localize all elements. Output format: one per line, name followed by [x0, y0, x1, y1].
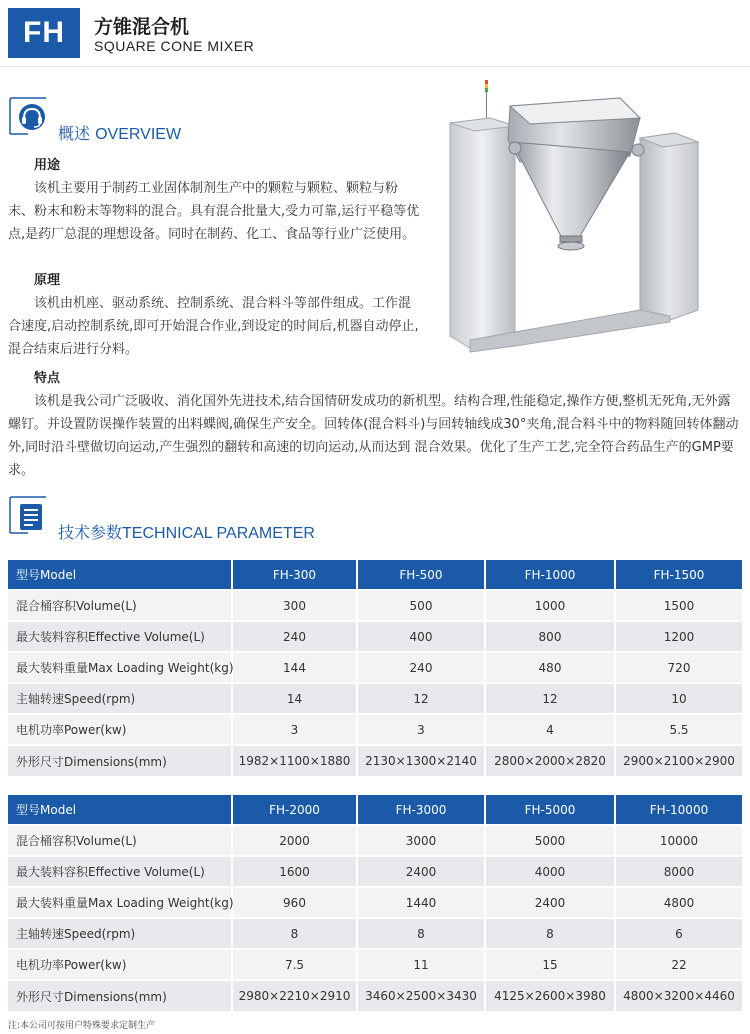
table-row	[8, 949, 742, 980]
spec-table-2	[8, 795, 742, 1011]
model-badge: FH	[8, 8, 80, 58]
table-cell: 10	[615, 683, 742, 714]
param-label: 最大装料重量Max Loading Weight(kg)	[8, 652, 232, 683]
header-cell: FH-2000	[232, 795, 357, 825]
table-cell: 2400	[357, 856, 485, 887]
usage-text: 该机主要用于制药工业固体制剂生产中的颗粒与颗粒、颗粒与粉末、粉末和粉末等物料的混合。具有混合批量大,受力可靠,运行平稳等优点,是药厂总混的理想设备。同时在制药、化工、食品等行业广泛使用。	[8, 181, 420, 242]
param-label: 主轴转速Speed(rpm)	[8, 918, 232, 949]
principle-text: 该机由机座、驱动系统、控制系统、混合料斗等部件组成。工作混合速度,启动控制系统,即可开始混合作业,到设定的时间后,机器自动停止,混合结束后进行分料。	[8, 296, 419, 357]
table-cell: 8	[357, 918, 485, 949]
table-cell: 2400	[485, 887, 615, 918]
param-label: 外形尺寸Dimensions(mm)	[8, 980, 232, 1011]
param-label: 混合桶容积Volume(L)	[8, 825, 232, 856]
table-row	[8, 714, 742, 745]
table-cell: 2000	[232, 825, 357, 856]
table-row	[8, 918, 742, 949]
table-cell: 14	[232, 683, 357, 714]
table-cell: 2900×2100×2900	[615, 745, 742, 776]
table-row	[8, 980, 742, 1011]
table-cell: 10000	[615, 825, 742, 856]
overview-title	[58, 121, 181, 144]
principle-block	[8, 269, 422, 361]
usage-block	[8, 154, 422, 246]
technical-title-cn: 技术参数	[58, 523, 123, 542]
table-cell: 2130×1300×2140	[357, 745, 485, 776]
table-cell: 11	[357, 949, 485, 980]
table-cell: 720	[615, 652, 742, 683]
table-header-row	[8, 560, 742, 590]
table-cell: 2980×2210×2910	[232, 980, 357, 1011]
param-label: 电机功率Power(kw)	[8, 714, 232, 745]
table-row	[8, 590, 742, 621]
page-title-en: SQUARE CONE MIXER	[94, 38, 255, 54]
table-cell: 1440	[357, 887, 485, 918]
table-cell: 3000	[357, 825, 485, 856]
param-label: 最大装料容积Effective Volume(L)	[8, 856, 232, 887]
table-cell: 5000	[485, 825, 615, 856]
table-cell: 22	[615, 949, 742, 980]
table-cell: 2800×2000×2820	[485, 745, 615, 776]
header-cell: FH-500	[357, 560, 485, 590]
header-cell: FH-1500	[615, 560, 742, 590]
table-cell: 4800	[615, 887, 742, 918]
table-cell: 1600	[232, 856, 357, 887]
page-title-cn: 方锥混合机	[94, 16, 190, 38]
overview-title-en: OVERVIEW	[95, 126, 182, 143]
technical-title-en: TECHNICAL PARAMETER	[122, 525, 315, 542]
table-cell: 240	[357, 652, 485, 683]
header-cell: FH-300	[232, 560, 357, 590]
table-cell: 4125×2600×3980	[485, 980, 615, 1011]
table-cell: 144	[232, 652, 357, 683]
technical-document-icon	[8, 495, 50, 535]
table-cell: 1000	[485, 590, 615, 621]
table-cell: 3	[232, 714, 357, 745]
table-cell: 4000	[485, 856, 615, 887]
table-row	[8, 856, 742, 887]
table-cell: 3460×2500×3430	[357, 980, 485, 1011]
usage-heading: 用途	[34, 158, 61, 173]
table-cell: 400	[357, 621, 485, 652]
table-cell: 500	[357, 590, 485, 621]
table-cell: 15	[485, 949, 615, 980]
table-row	[8, 683, 742, 714]
table-cell: 480	[485, 652, 615, 683]
table-cell: 8	[485, 918, 615, 949]
param-label: 外形尺寸Dimensions(mm)	[8, 745, 232, 776]
principle-heading: 原理	[34, 273, 61, 288]
table-cell: 12	[357, 683, 485, 714]
table-cell: 800	[485, 621, 615, 652]
table-row	[8, 887, 742, 918]
square-cone-mixer-image	[430, 78, 718, 353]
table-cell: 7.5	[232, 949, 357, 980]
overview-title-cn: 概述	[58, 124, 91, 143]
table-cell: 1200	[615, 621, 742, 652]
features-text: 该机是我公司广泛吸收、消化国外先进技术,结合国情研发成功的新机型。结构合理,性能稳定,操作方便,整机无死角,无外露螺钉。并设置防误操作装置的出料蝶阀,确保生产安全。回转体(混合料斗)与回转轴线成30°夹角,混合料斗中的物料随回转体翻动外,同时沿斗壁做切向运动,产生强烈的翻转和高速的切向运动,从而达到 混合效果。优化了生产工艺,完全符合药品生产的GMP要求。	[8, 394, 739, 478]
table-cell: 960	[232, 887, 357, 918]
header-cell: 型号Model	[8, 795, 232, 825]
table-header-row	[8, 795, 742, 825]
header-divider	[0, 66, 750, 67]
features-heading: 特点	[34, 371, 61, 386]
table-row	[8, 745, 742, 776]
table-cell: 4800×3200×4460	[615, 980, 742, 1011]
footnote: 注:本公司可按用户特殊要求定制生产	[8, 1021, 156, 1031]
features-block	[8, 367, 742, 482]
table-cell: 6	[615, 918, 742, 949]
page-header	[0, 0, 750, 66]
table-cell: 300	[232, 590, 357, 621]
header-cell: FH-10000	[615, 795, 742, 825]
table-cell: 5.5	[615, 714, 742, 745]
spec-table-1	[8, 560, 742, 776]
param-label: 最大装料容积Effective Volume(L)	[8, 621, 232, 652]
header-cell: FH-5000	[485, 795, 615, 825]
param-label: 混合桶容积Volume(L)	[8, 590, 232, 621]
table-cell: 1500	[615, 590, 742, 621]
table-cell: 1982×1100×1880	[232, 745, 357, 776]
header-cell: FH-1000	[485, 560, 615, 590]
table-cell: 4	[485, 714, 615, 745]
overview-headset-icon	[8, 96, 50, 136]
param-label: 最大装料重量Max Loading Weight(kg)	[8, 887, 232, 918]
header-cell: 型号Model	[8, 560, 232, 590]
table-cell: 12	[485, 683, 615, 714]
technical-title	[58, 520, 315, 543]
param-label: 主轴转速Speed(rpm)	[8, 683, 232, 714]
header-cell: FH-3000	[357, 795, 485, 825]
param-label: 电机功率Power(kw)	[8, 949, 232, 980]
table-row	[8, 621, 742, 652]
table-row	[8, 652, 742, 683]
table-cell: 240	[232, 621, 357, 652]
table-cell: 3	[357, 714, 485, 745]
table-row	[8, 825, 742, 856]
table-cell: 8000	[615, 856, 742, 887]
table-cell: 8	[232, 918, 357, 949]
